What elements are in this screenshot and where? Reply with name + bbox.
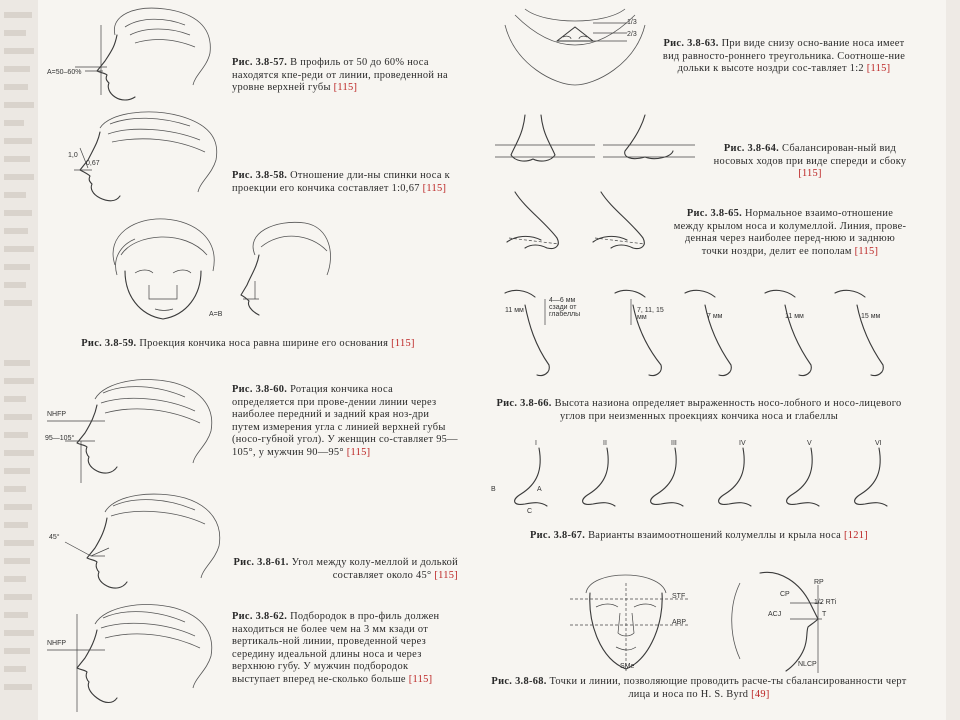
- figure-67-caption: [490, 530, 908, 543]
- figure-63-text: При виде снизу осно-вание носа имеет вид равносто-роннего треугольника. Соотноше-ние дольки к высоте ноздри сос-тавляет 1:2: [662, 38, 906, 75]
- figure-59-text: Проекция кончика носа равна ширине его основания: [139, 338, 389, 349]
- profile-drawing: [45, 5, 220, 105]
- figure-60-label-a: NHFP: [47, 411, 67, 418]
- figure-65-illustration: [495, 188, 665, 278]
- figure-62-label: NHFP: [47, 640, 67, 647]
- figure-68-reference: [49]: [751, 688, 770, 700]
- figure-57-reference: [115]: [333, 82, 358, 94]
- variant-label-5: V: [807, 440, 812, 447]
- variant-label-1: I: [535, 440, 537, 447]
- label-rti: 1/2 RTi: [814, 599, 837, 606]
- left-page-edge: [0, 0, 38, 720]
- figure-61-label: 45°: [49, 534, 60, 541]
- variant-label-6: VI: [875, 440, 882, 447]
- figure-68-text: Точки и линии, позволяющие проводить расче-ты сбалансированности черт лица и носа по H. S. Byrd: [549, 676, 907, 700]
- figure-59-number: Рис. 3.8-59.: [81, 338, 137, 349]
- figure-60-reference: [115]: [346, 446, 371, 458]
- figure-66-label-1: 11 мм: [505, 307, 524, 314]
- figure-64-caption: [712, 143, 908, 181]
- label-sme: SMe: [620, 663, 635, 670]
- figure-65-text: Нормальное взаимо-отношение между крылом носа и колумеллой. Линия, прове-денная через наиболее перед-нюю и заднюю точки ноздри, делит ее пополам: [673, 208, 907, 257]
- figure-65-number: Рис. 3.8-65.: [686, 208, 743, 219]
- figure-59-reference: [115]: [391, 338, 415, 349]
- figure-66-text: Высота назиона определяет выраженность носо-лобного и носо-лицевого углов при неизменных проекциях кончика носа и глабеллы: [554, 398, 902, 422]
- figure-66-number: Рис. 3.8-66.: [496, 398, 552, 409]
- variant-label-2: II: [603, 440, 607, 447]
- profile-drawing: [45, 375, 225, 485]
- byrd-analysis-drawing: [560, 563, 840, 675]
- label-rp: RP: [814, 579, 824, 586]
- figure-61-reference: [115]: [434, 569, 458, 581]
- figure-58-caption: [232, 170, 458, 195]
- figure-66-label-2: 4—6 мм сзади от глабеллы: [549, 297, 581, 318]
- figure-60-text: Ротация кончика носа определяется при прове-дении линии через наиболее передний и задний края ноз-дри путем измерения угла с линией верхней губы (носо-губной угол). У женщин со-ставляет 95—105°, у мужчин 90—95°: [232, 384, 458, 458]
- figure-58-number: Рис. 3.8-58.: [232, 170, 288, 181]
- ala-columella-drawing: [495, 188, 665, 278]
- figure-63-number: Рис. 3.8-63.: [663, 38, 719, 49]
- figure-61-number: Рис. 3.8-61.: [233, 557, 289, 568]
- profile-drawing: [45, 490, 230, 595]
- figure-65-caption: [672, 208, 908, 258]
- figure-64-number: Рис. 3.8-64.: [723, 143, 780, 154]
- figure-66-label-4: 7 мм: [707, 313, 723, 320]
- right-page-edge: [946, 0, 960, 720]
- profile-drawing: [60, 108, 230, 208]
- figure-57-number: Рис. 3.8-57.: [232, 57, 288, 68]
- figure-67-reference: [121]: [843, 530, 868, 541]
- figure-61-illustration: [45, 490, 230, 595]
- figure-68-caption: [490, 676, 908, 701]
- label-acj: ACJ: [768, 611, 782, 618]
- figure-62-number: Рис. 3.8-62.: [232, 611, 288, 622]
- figure-67-illustration: [485, 440, 905, 520]
- point-label-a: A: [537, 486, 542, 493]
- figure-63-label-a: 1/3: [627, 19, 637, 26]
- figure-57-illustration: [45, 5, 220, 105]
- figure-63-caption: [660, 38, 908, 76]
- figure-66-label-3: 7, 11, 15 мм: [637, 307, 664, 321]
- profile-drawing: [45, 600, 225, 715]
- figure-61-text: Угол между колу-меллой и долькой составляет около 45°: [291, 557, 458, 581]
- figure-64-text: Сбалансирован-ный вид носовых ходов при виде спереди и сбоку: [713, 143, 907, 167]
- figure-62-caption: [232, 611, 458, 687]
- figure-66-caption: [490, 398, 908, 423]
- figure-66-label-5: 11 мм: [785, 313, 804, 320]
- variant-label-4: IV: [739, 440, 746, 447]
- columella-ala-variants: [485, 440, 905, 520]
- figure-59-label: A=B: [209, 311, 223, 318]
- figure-68-illustration: [560, 563, 840, 675]
- label-nlcp: NLCP: [798, 661, 817, 668]
- figure-58-label-b: 0,67: [86, 160, 100, 167]
- figure-66-illustration: [485, 285, 905, 385]
- figure-60-illustration: [45, 375, 225, 485]
- point-label-b: B: [491, 486, 496, 493]
- figure-64-reference: [115]: [798, 168, 822, 180]
- nasion-height-profiles: [485, 285, 905, 385]
- figure-58-text: Отношение дли-ны спинки носа к проекции его кончика составляет 1:0,67: [232, 170, 450, 194]
- figure-57-text: В профиль от 50 до 60% носа находятся кпе-реди от линии, проведенной на уровне верхней губы: [232, 57, 448, 94]
- figure-61-caption: [232, 557, 458, 582]
- figure-64-illustration: [495, 105, 695, 180]
- figure-57-label: A=50–60%: [47, 69, 82, 76]
- label-abp: ABP: [672, 619, 687, 626]
- figure-60-label-b: 95—105°: [45, 435, 75, 442]
- nostril-front-and-side-drawing: [495, 105, 695, 180]
- figure-66-label-6: 15 мм: [861, 313, 881, 320]
- figure-58-illustration: [60, 108, 230, 208]
- label-stf: STF: [672, 593, 686, 600]
- figure-68-number: Рис. 3.8-68.: [491, 676, 547, 687]
- figure-60-caption: [232, 384, 458, 460]
- figure-60-number: Рис. 3.8-60.: [232, 384, 288, 395]
- figure-58-reference: [115]: [422, 182, 447, 194]
- front-and-profile-drawing: [95, 215, 335, 325]
- figure-62-illustration: [45, 600, 225, 715]
- figure-59-caption: [38, 338, 458, 351]
- base-of-nose-drawing: [495, 5, 655, 90]
- figure-59-illustration: [95, 215, 335, 325]
- figure-63-reference: [115]: [866, 63, 891, 75]
- figure-67-text: Варианты взаимоотношений колумеллы и крыла носа: [588, 530, 842, 541]
- figure-63-illustration: [495, 5, 655, 90]
- figure-63-label-b: 2/3: [627, 31, 637, 38]
- label-t: T: [822, 611, 827, 618]
- figure-62-text: Подбородок в про-филь должен находиться не более чем на 3 мм кзади от вертикаль-ной линии, проведенной через середину идеальной длины носа и через верхнюю губу. У мужчин подбородок выступает вперед не-сколько больше: [232, 611, 440, 685]
- figure-67-number: Рис. 3.8-67.: [529, 530, 586, 541]
- figure-57-caption: [232, 57, 458, 95]
- point-label-c: C: [527, 508, 533, 515]
- figure-62-reference: [115]: [408, 673, 433, 685]
- figure-65-reference: [115]: [854, 245, 879, 257]
- label-cp: CP: [780, 591, 790, 598]
- variant-label-3: III: [671, 440, 677, 447]
- figure-58-label-a: 1,0: [68, 152, 78, 159]
